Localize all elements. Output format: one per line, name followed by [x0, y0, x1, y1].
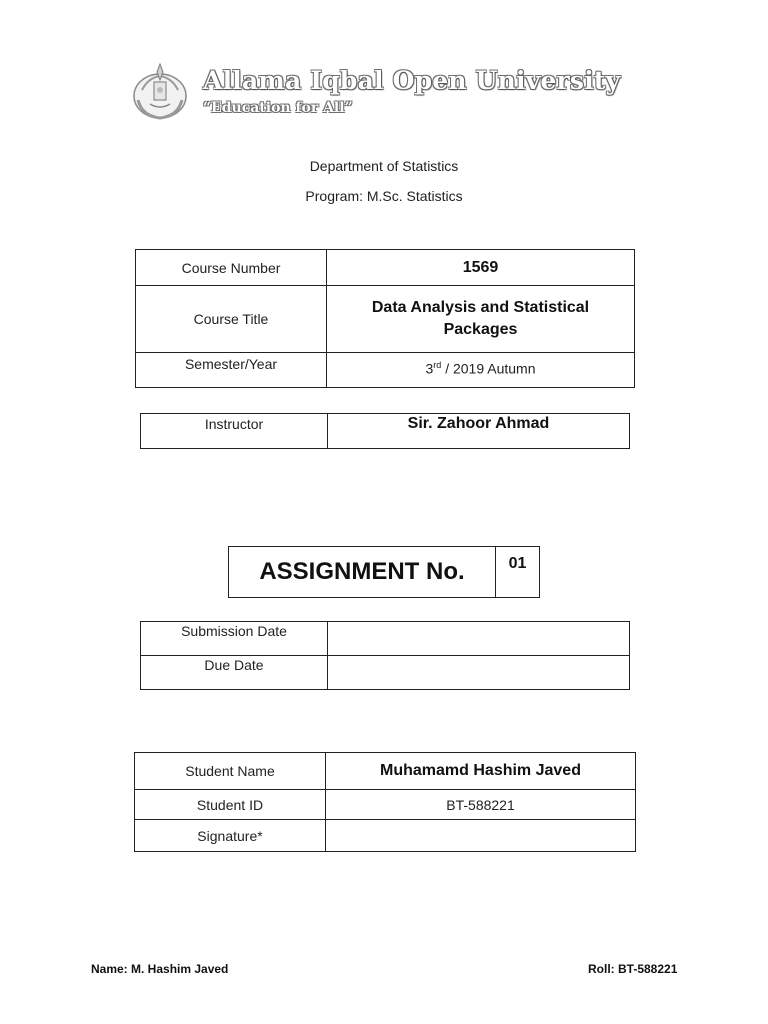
university-motto: “Education for All” [203, 100, 353, 116]
table-row [141, 656, 630, 690]
semester-ordinal-suffix: rd [433, 360, 442, 370]
university-logo [128, 58, 621, 128]
department-line: Department of Statistics [309, 158, 459, 174]
signature-label: Signature* [135, 820, 326, 852]
table-row [136, 353, 635, 388]
semester-value [327, 353, 635, 388]
semester-ordinal: 3 [425, 360, 434, 377]
instructor-value: Sir. Zahoor Ahmad [328, 414, 630, 449]
footer-name: Name: M. Hashim Javed [91, 962, 229, 976]
instructor-table [140, 413, 630, 449]
table-row [229, 547, 540, 598]
university-seal-icon [128, 60, 196, 124]
student-table [134, 752, 636, 852]
semester-year-text: / 2019 Autumn [441, 360, 536, 377]
table-row [141, 414, 630, 449]
table-row [141, 622, 630, 656]
submission-date-label: Submission Date [141, 622, 328, 656]
assignment-number: 01 [496, 547, 540, 598]
semester-label: Semester/Year [136, 353, 327, 388]
footer-roll: Roll: BT-588221 [588, 962, 678, 976]
table-row [135, 820, 636, 852]
signature-value [326, 820, 636, 852]
student-name-value: Muhamamd Hashim Javed [326, 753, 636, 790]
program-line: Program: M.Sc. Statistics [305, 188, 463, 204]
assignment-box [228, 546, 540, 598]
dates-table [140, 621, 630, 690]
course-title-label: Course Title [136, 286, 327, 353]
course-number-label: Course Number [136, 250, 327, 286]
assignment-title: ASSIGNMENT No. [229, 547, 496, 598]
table-row [135, 753, 636, 790]
student-name-label: Student Name [135, 753, 326, 790]
instructor-label: Instructor [141, 414, 328, 449]
student-id-value: BT-588221 [326, 790, 636, 820]
university-name: Allama Iqbal Open University [203, 66, 621, 95]
course-title-text: Data Analysis and Statistical Packages [371, 299, 590, 338]
due-date-value [328, 656, 630, 690]
table-row [135, 790, 636, 820]
course-number-value: 1569 [327, 250, 635, 286]
table-row [136, 250, 635, 286]
student-id-label: Student ID [135, 790, 326, 820]
due-date-label: Due Date [141, 656, 328, 690]
course-table [135, 249, 635, 388]
course-title-value [327, 286, 635, 353]
submission-date-value [328, 622, 630, 656]
table-row [136, 286, 635, 353]
